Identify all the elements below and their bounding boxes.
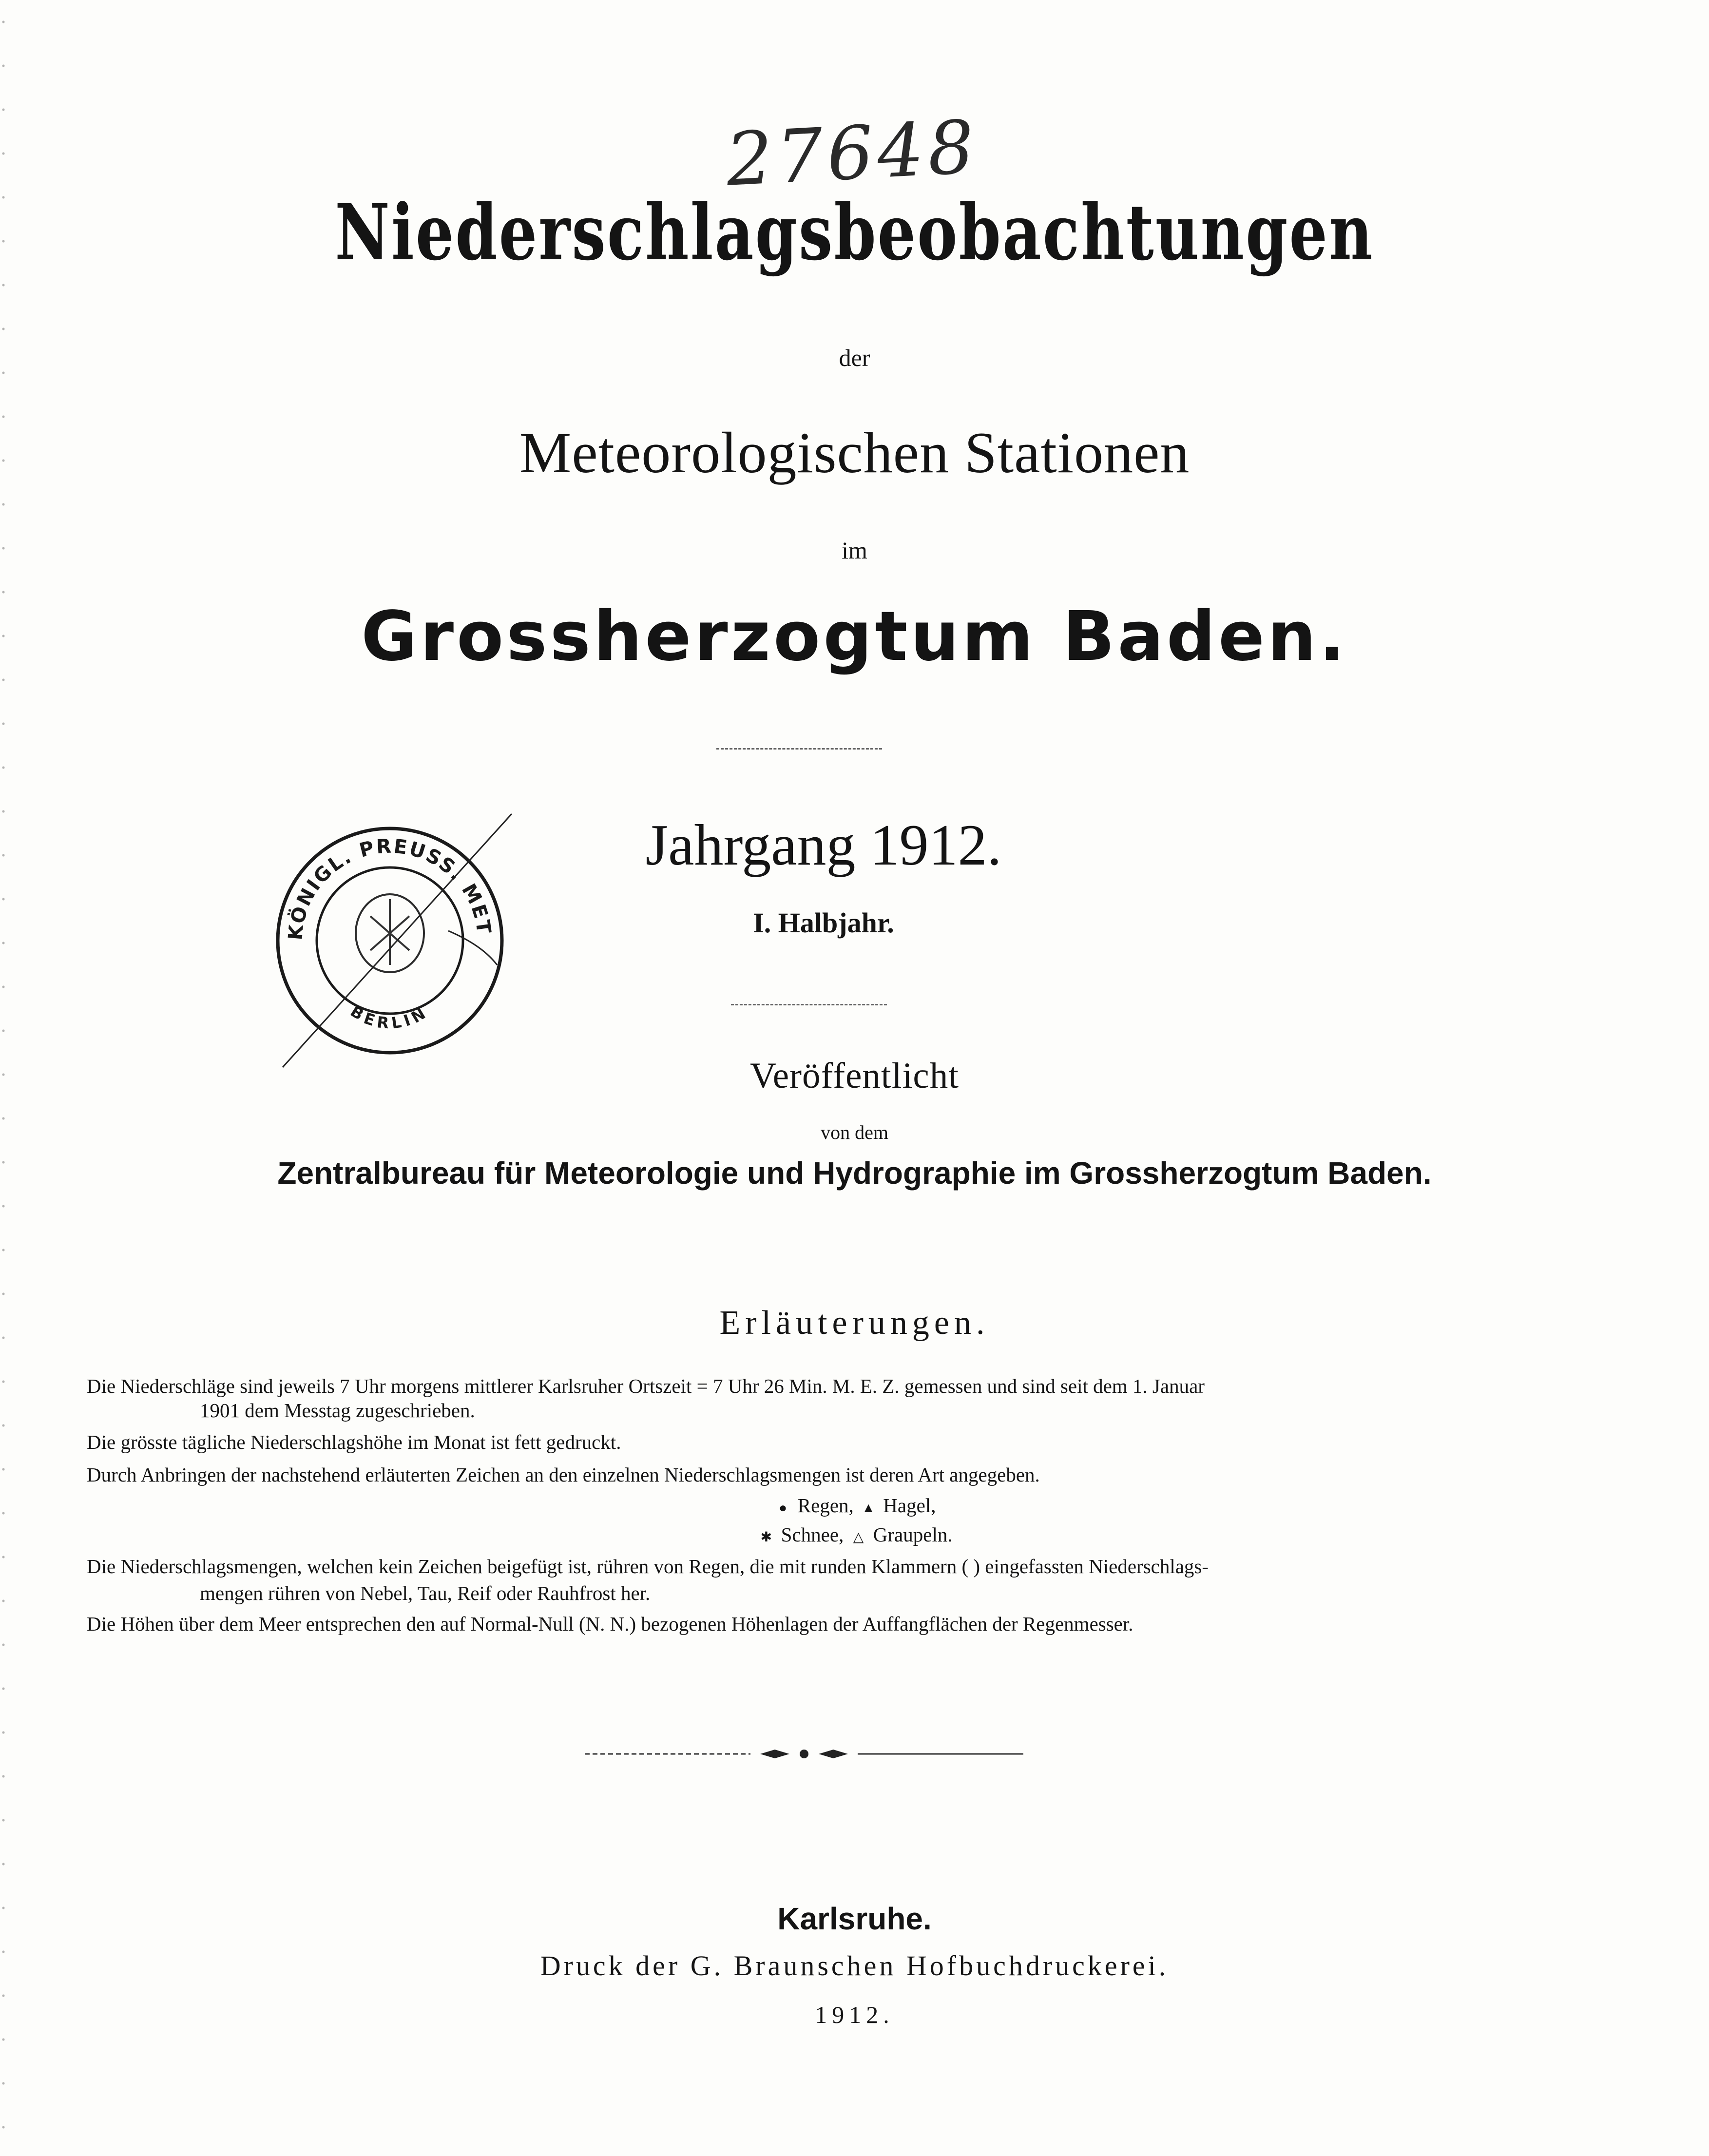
country-title: Grossherzogtum Baden. [361, 597, 1348, 676]
title-connector-im: im [842, 537, 867, 564]
legend-snow: Schnee, [781, 1523, 844, 1546]
imprint-printer: Druck der G. Braunschen Hofbuchdruckerei. [540, 1950, 1169, 1982]
divider-rule [731, 1004, 887, 1005]
explanation-line: Durch Anbringen der nachstehend erläuterten Zeichen an den einzelnen Niederschlagsmengen ist deren Art angegeben. [87, 1463, 1040, 1486]
explanation-line: 1901 dem Messtag zugeschrieben. [200, 1399, 475, 1422]
legend-hail: Hagel, [883, 1494, 936, 1517]
ornamental-divider [585, 1747, 1023, 1761]
handwritten-inventory-number: 27648 [724, 105, 980, 203]
main-title: Niederschlagsbeobachtungen [335, 188, 1374, 278]
edition-half-year: I. Halbjahr. [753, 907, 894, 939]
explanation-line: mengen rühren von Nebel, Tau, Reif oder Rauhfrost her. [200, 1582, 651, 1604]
snow-symbol-icon: ✱ [760, 1530, 772, 1545]
stamp-top-text: KÖNIGL. PREUSS. MET [284, 835, 496, 941]
stamp-bottom-text: BERLIN [347, 1001, 432, 1033]
edition-year: Jahrgang 1912. [645, 812, 1002, 877]
symbol-legend-row [0, 1494, 1709, 1517]
graupel-symbol-icon: △ [853, 1530, 864, 1545]
symbol-legend-row [0, 1523, 1709, 1546]
explanation-line: Die grösste tägliche Niederschlagshöhe im Monat ist fett gedruckt. [87, 1431, 621, 1453]
published-label: Veröffentlicht [749, 1056, 960, 1096]
legend-rain: Regen, [797, 1494, 854, 1517]
library-stamp [253, 804, 536, 1077]
published-by-label: von dem [821, 1121, 888, 1143]
explanation-line: Die Niederschlagsmengen, welchen kein Zeichen beigefügt ist, rühren von Regen, die mit runden Klammern ( ) eingefassten Niederschlags- [87, 1555, 1209, 1578]
rain-symbol-icon: ● [779, 1501, 787, 1516]
divider-rule [716, 748, 882, 750]
explanation-line: Die Niederschläge sind jeweils 7 Uhr morgens mittlerer Karlsruher Ortszeit = 7 Uhr 26 Min. M. E. Z. gemessen und sind seit dem 1. Januar [87, 1375, 1205, 1397]
publisher-name: Zentralbureau für Meteorologie und Hydrographie im Grossherzogtum Baden. [277, 1155, 1432, 1191]
explanations-heading: Erläuterungen. [719, 1304, 990, 1342]
legend-graupel: Graupeln. [873, 1523, 953, 1546]
imprint-year: 1912. [815, 2001, 894, 2028]
hail-symbol-icon: ▲ [862, 1501, 875, 1516]
imprint-city: Karlsruhe. [777, 1901, 932, 1936]
svg-text:BERLIN [347, 1002, 432, 1033]
title-connector-der: der [839, 344, 870, 371]
explanation-line: Die Höhen über dem Meer entsprechen den auf Normal-Null (N. N.) bezogenen Höhenlagen der Auffangflächen der Regenmesser. [87, 1613, 1133, 1635]
subtitle: Meteorologischen Stationen [519, 420, 1190, 485]
